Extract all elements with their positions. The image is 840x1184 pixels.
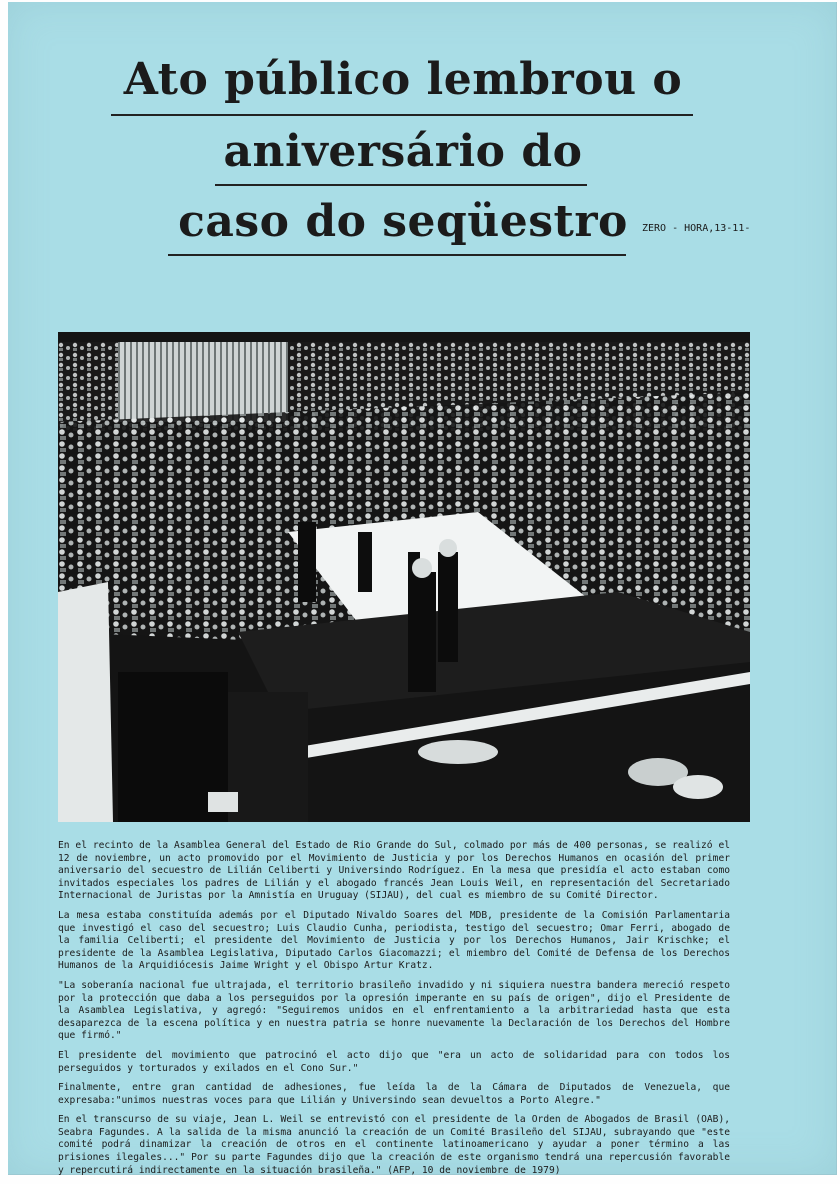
headline-rule-3 — [168, 254, 626, 256]
headline-line-3: caso do seqüestro — [178, 196, 628, 247]
paragraph-1: En el recinto de la Asamblea General del Estado de Rio Grande do Sul, colmado por más de 400 personas, se realizó el 12 de noviembre, un acto promovido por el Movimiento de Justicia y por los Derechos Humanos en ocasión del primer aniversario del secuestro de Lilián Celiberti y Universindo Rodríguez. En la mesa que presidía el acto estaban como invitados especiales los padres de Lilián y el abogado francés Jean Louis Weil, en representación del Secretariado Internacional de Juristas por la Amnistía en Uruguay (SIJAU), del cual es miembro de su Comité Director. — [58, 840, 730, 902]
newspaper-clipping — [8, 2, 837, 1175]
paragraph-6: En el transcurso de su viaje, Jean L. Weil se entrevistó con el presidente de la Orden de Abogados de Brasil (OAB), Seabra Fagundes. A la salida de la misma anunció la creación de un Comité Brasileño del SIJAU, subrayando que "este comité podrá dinamizar la creación de otros en el continente latinoamericano y ayudar a poner término a las prisiones ilegales..." Por su parte Fagundes dijo que la creación de este organismo tendrá una repercusión favorable y repercutirá indirectamente en la situación brasileña." (AFP, 10 de noviembre de 1979) — [58, 1114, 730, 1176]
assembly-photo — [58, 332, 750, 822]
article-body — [58, 840, 730, 1184]
headline-line-2: aniversário do — [223, 126, 583, 177]
headline-rule-2 — [215, 184, 587, 186]
paragraph-5: Finalmente, entre gran cantidad de adhesiones, fue leída la de la Cámara de Diputados de Venezuela, que expresaba:"unimos nuestras voces para que Lilián y Universindo sean devueltos a Porto Alegre." — [58, 1082, 730, 1106]
paragraph-2: La mesa estaba constituída además por el Diputado Nivaldo Soares del MDB, presidente de la Comisión Parlamentaria que investigó el caso del secuestro; Luis Claudio Cunha, periodista, testigo del secuestro; Omar Ferri, abogado de la familia Celiberti; el presidente del Movimiento de Justicia y por los Derechos Humanos, Jair Krischke; el presidente de la Asamblea Legislativa, Diputado Carlos Giacomazzi; el miembro del Comité de Defensa de los Derechos Humanos de la Arquidiócesis Jaime Wright y el Obispo Artur Kratz. — [58, 909, 730, 972]
source-label: ZERO - HORA,13-11- — [642, 223, 751, 234]
headline-rule-1 — [111, 114, 693, 116]
paragraph-3: "La soberanía nacional fue ultrajada, el territorio brasileño invadido y ni siquiera nuestra bandera mereció respeto por la protección que daba a los perseguidos por la opresión imperante en su país de origen", dijo el Presidente de la Asamblea Legislativa, y agregó: "Seguiremos unidos en el enfrentamiento a la arbitrariedad hasta que esta desaparezca de la escena política y en nuestra patria se honre nuevamente la Declaración de los Derechos del Hombre que firmó." — [58, 979, 730, 1042]
paragraph-4: El presidente del movimiento que patrocinó el acto dijo que "era un acto de solidaridad para con todos los perseguidos y torturados y exilados en el Cono Sur." — [58, 1049, 730, 1074]
headline-line-1: Ato público lembrou o — [123, 54, 683, 105]
